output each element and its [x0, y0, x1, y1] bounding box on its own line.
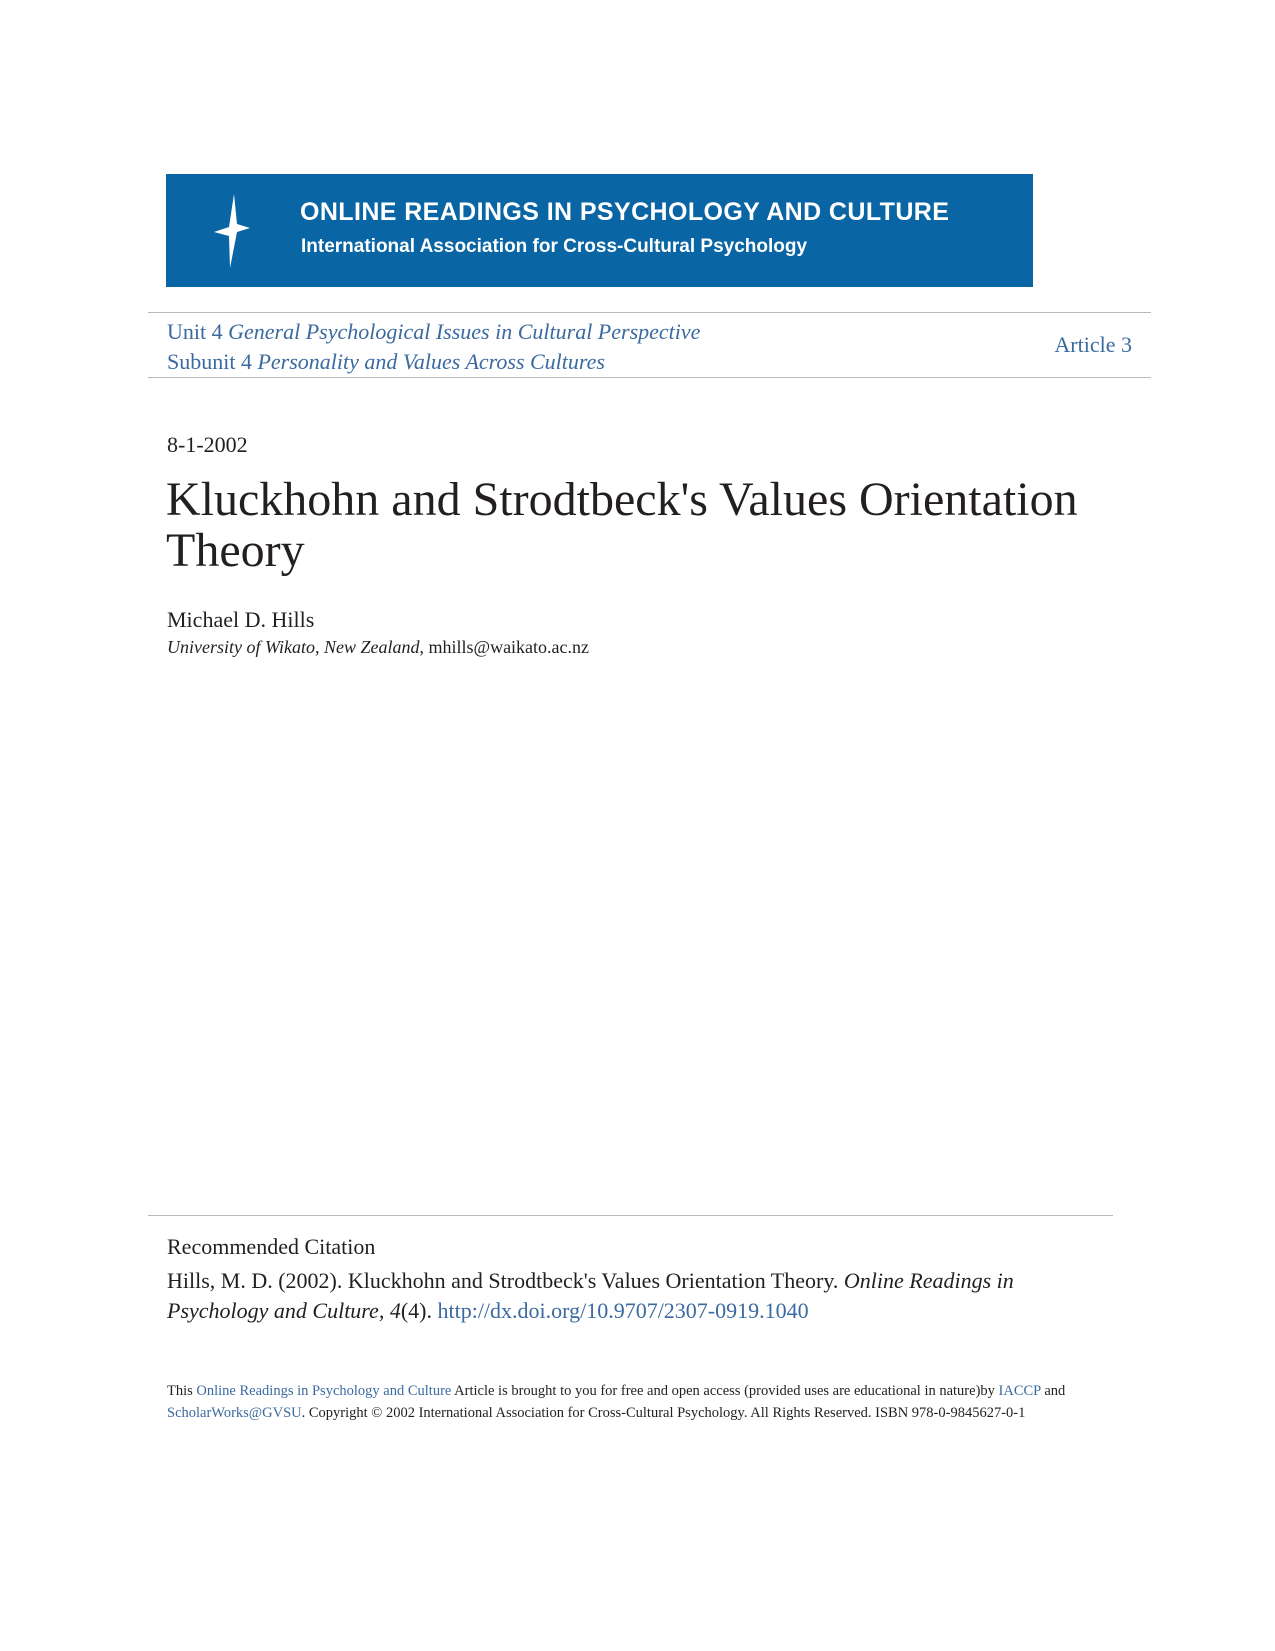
footer-note [167, 1380, 1097, 1424]
scholarworks-link[interactable]: ScholarWorks@GVSU [167, 1405, 302, 1421]
subunit-label: Subunit 4 [167, 349, 252, 374]
footer-middle: Article is brought to you for free and open access (provided uses are educational in nature)by [451, 1383, 999, 1399]
article-title: Kluckhohn and Strodtbeck's Values Orientation Theory [166, 473, 1078, 577]
banner-title: ONLINE READINGS IN PSYCHOLOGY AND CULTURE [300, 198, 950, 226]
author-affiliation-line: University of Wikato, New Zealand, mhills@waikato.ac.nz [167, 637, 590, 657]
journal-link[interactable]: Online Readings in Psychology and Culture [196, 1383, 452, 1399]
footer-prefix: This [167, 1383, 197, 1399]
banner-subtitle: International Association for Cross-Cultural Psychology [301, 236, 808, 257]
author-affiliation: University of Wikato, New Zealand [167, 637, 420, 657]
footer-and: and [1040, 1383, 1066, 1399]
citation-heading: Recommended Citation [167, 1234, 376, 1259]
subunit-title: Personality and Values Across Cultures [257, 349, 605, 374]
article-number-link[interactable]: Article 3 [1054, 332, 1132, 357]
journal-banner [166, 174, 1033, 287]
author-email: mhills@waikato.ac.nz [428, 637, 590, 657]
unit-title: General Psychological Issues in Cultural Perspective [228, 319, 701, 344]
publication-date: 8-1-2002 [167, 432, 248, 457]
series-navigation [148, 312, 1151, 378]
citation-journal: Online Readings in Psychology and Culture, 4 [167, 1268, 1014, 1323]
author-name: Michael D. Hills [167, 607, 315, 632]
compass-star-icon [212, 194, 252, 268]
citation-text [167, 1266, 1067, 1326]
footer-suffix: . Copyright © 2002 International Association for Cross-Cultural Psychology. All Rights Reserved. ISBN 978-0-9845627-0-1 [301, 1405, 1026, 1421]
citation-reference: Hills, M. D. (2002). Kluckhohn and Strodtbeck's Values Orientation Theory. [167, 1268, 844, 1293]
citation-divider [148, 1215, 1113, 1216]
doi-link[interactable]: http://dx.doi.org/10.9707/2307-0919.1040 [437, 1298, 809, 1323]
citation-issue: (4). [400, 1298, 438, 1323]
iaccp-link[interactable]: IACCP [998, 1383, 1041, 1399]
unit-link[interactable] [167, 319, 700, 345]
unit-label: Unit 4 [167, 319, 223, 344]
subunit-link[interactable] [167, 349, 605, 375]
